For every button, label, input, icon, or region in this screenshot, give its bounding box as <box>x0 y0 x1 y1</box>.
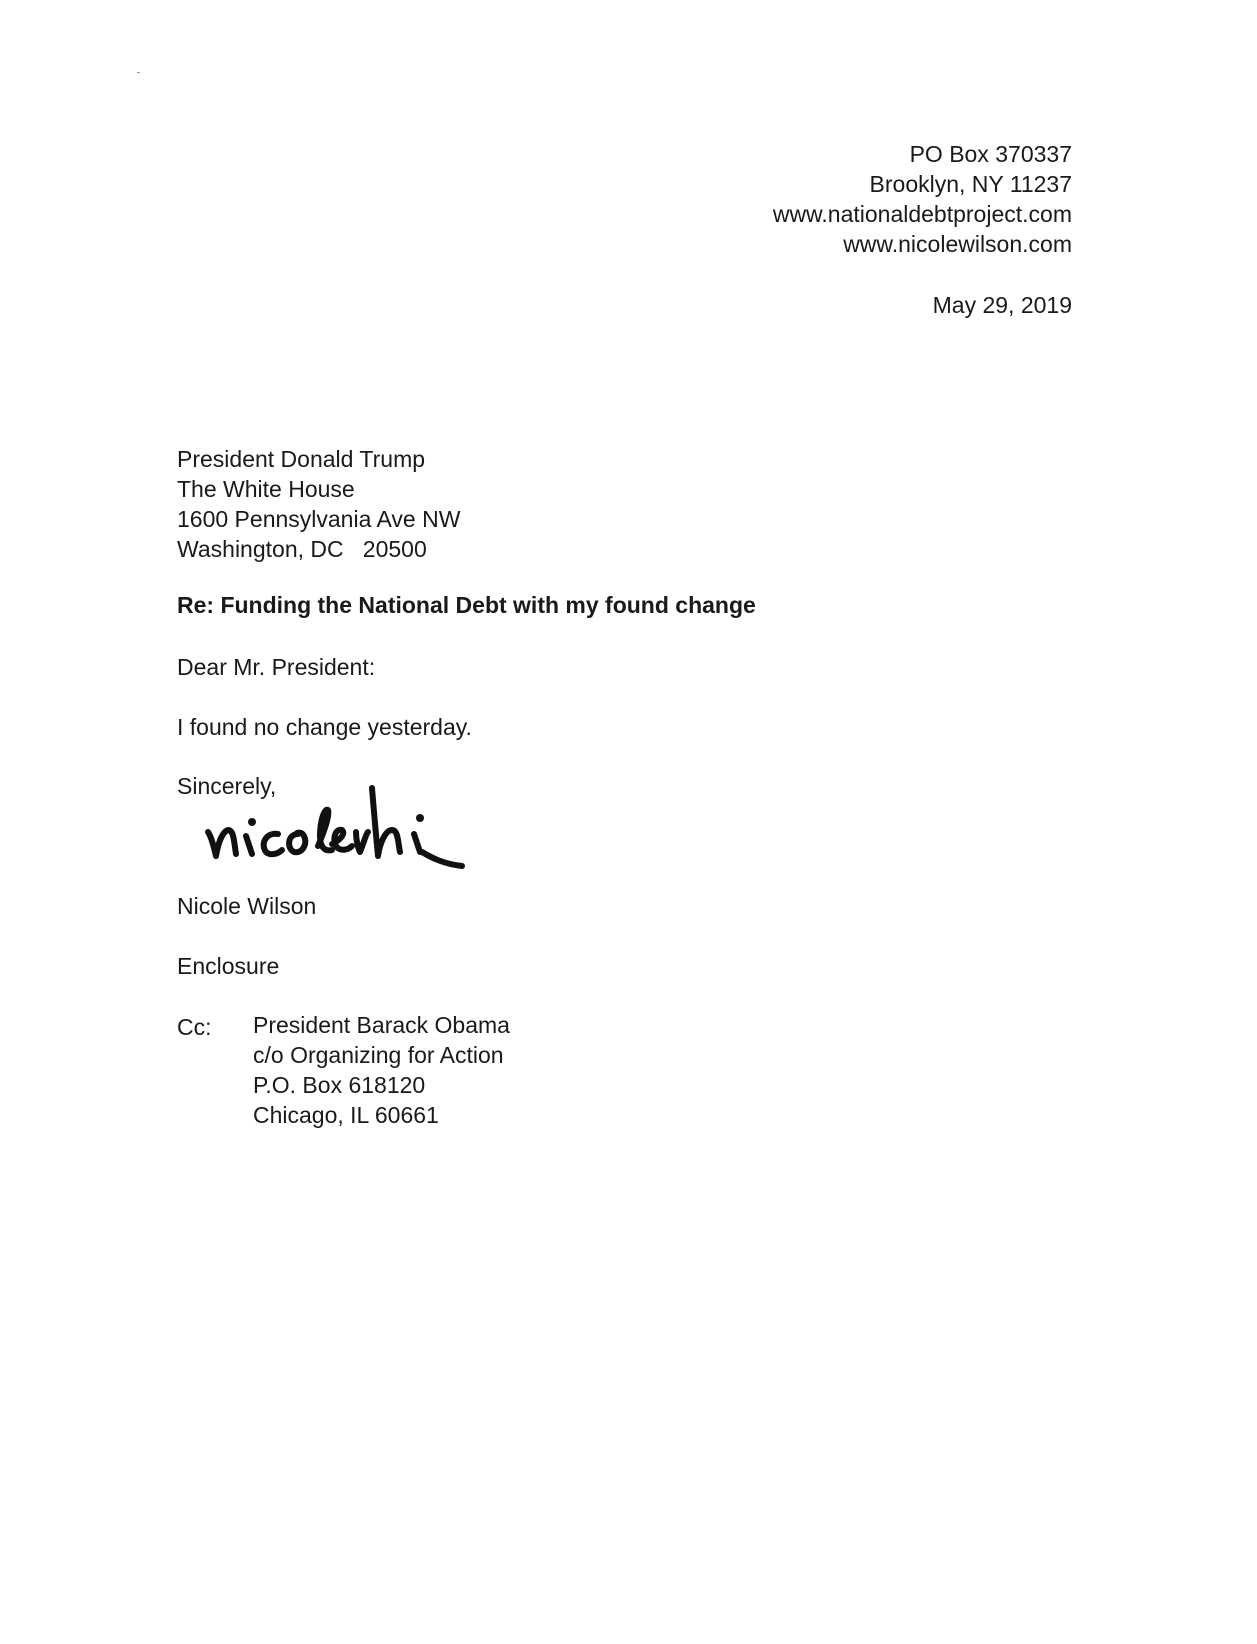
sender-po-box: PO Box 370337 <box>909 141 1072 167</box>
cc-label: Cc: <box>177 1014 212 1040</box>
letter-body: I found no change yesterday. <box>177 714 472 740</box>
signer-name: Nicole Wilson <box>177 893 317 919</box>
recipient-name: President Donald Trump <box>177 446 426 472</box>
enclosure-note: Enclosure <box>177 953 280 979</box>
sender-city: Brooklyn, NY 11237 <box>869 171 1072 197</box>
recipient-address <box>177 444 460 564</box>
sender-address <box>773 139 1072 259</box>
cc-po-box: P.O. Box 618120 <box>253 1072 426 1098</box>
cc-care-of: c/o Organizing for Action <box>253 1042 504 1068</box>
handwritten-signature <box>200 782 470 892</box>
letter-date: May 29, 2019 <box>932 292 1072 318</box>
closing: Sincerely, <box>177 773 277 799</box>
cc-city: Chicago, IL 60661 <box>253 1102 439 1128</box>
cc-address <box>253 1010 510 1130</box>
sender-website-debt-project: www.nationaldebtproject.com <box>772 201 1072 227</box>
subject-line: Re: Funding the National Debt with my found change <box>177 592 756 618</box>
recipient-organization: The White House <box>177 476 355 502</box>
salutation: Dear Mr. President: <box>177 654 376 680</box>
scan-speck <box>137 72 140 73</box>
recipient-street: 1600 Pennsylvania Ave NW <box>177 506 461 532</box>
cc-name: President Barack Obama <box>253 1012 510 1038</box>
sender-website-personal: www.nicolewilson.com <box>843 231 1072 257</box>
recipient-city: Washington, DC 20500 <box>177 536 427 562</box>
